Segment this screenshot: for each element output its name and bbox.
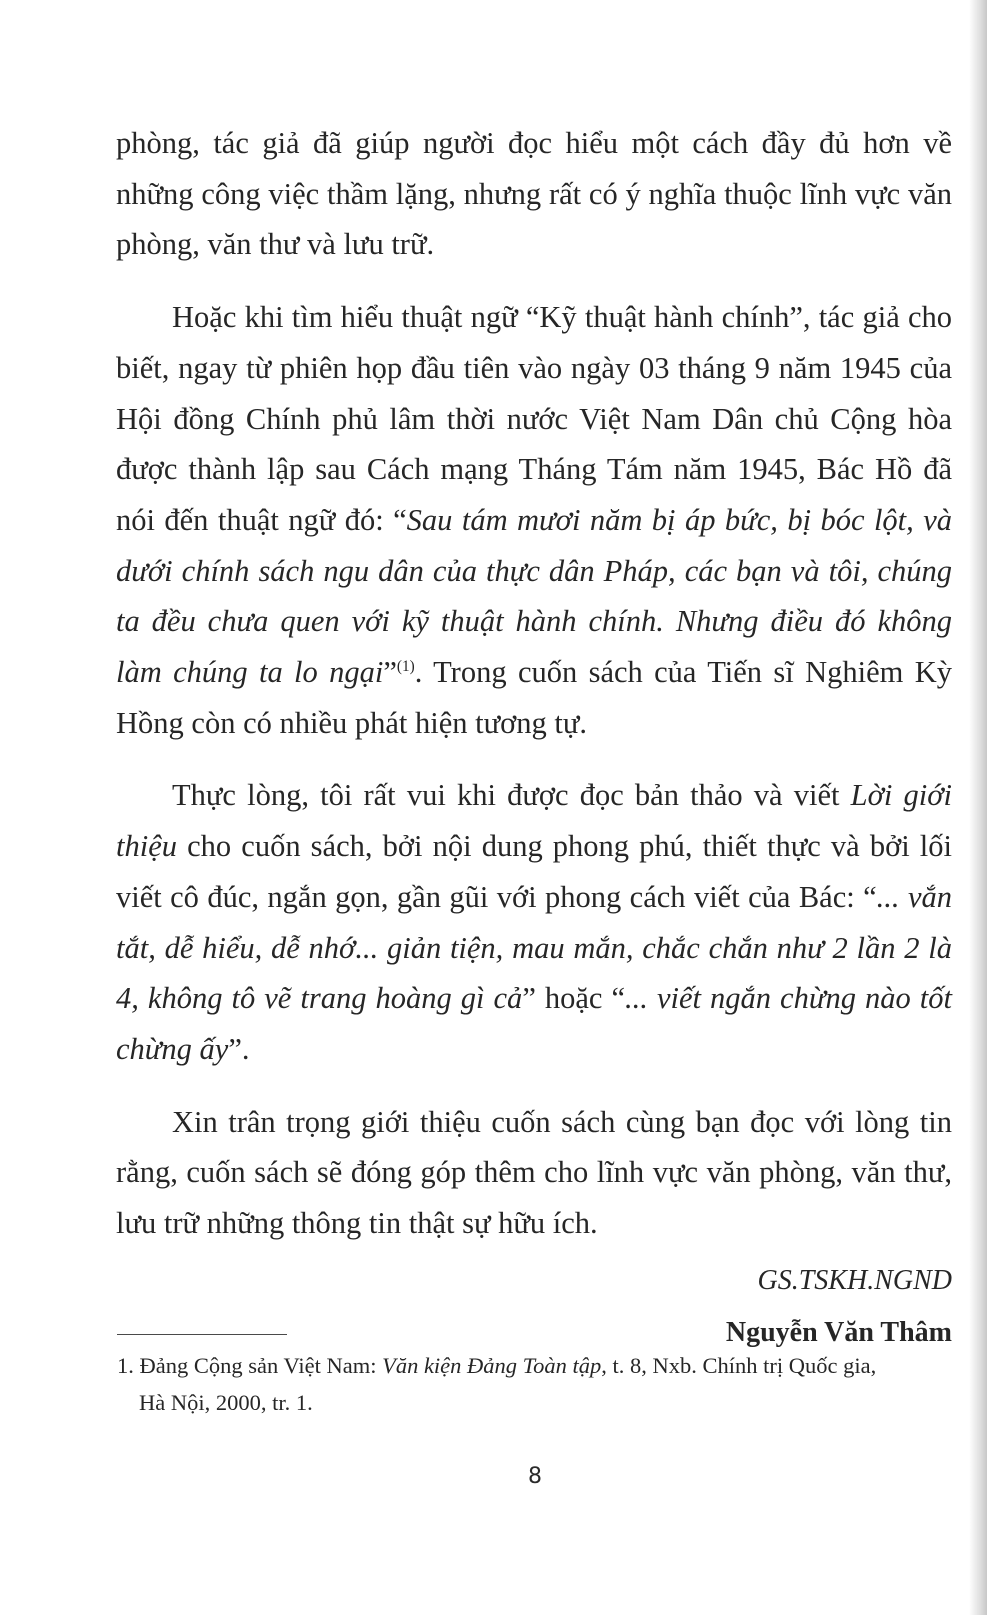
paragraph-3-text-1: Thực lòng, tôi rất vui khi được đọc bản thảo và viết (172, 778, 851, 813)
paragraph-3-text-4: ”. (228, 1031, 250, 1066)
paragraph-2-lead: Hoặc khi tìm hiểu thuật ngữ “Kỹ thuật hành chính”, tác giả cho biết, ngay từ phiên họp đầu tiên vào ngày 03 tháng 9 năm 1945 của Hội đồng Chính phủ lâm thời nước Việt Nam Dân chủ Cộng hòa được thành lập sau Cách mạng Tháng Tám năm 1945, Bác Hồ đã nói đến thuật ngữ đó: “ (116, 300, 952, 537)
paragraph-3 (116, 770, 952, 1074)
signature-name: Nguyễn Văn Thâm (725, 1316, 952, 1348)
signature-block (116, 1255, 952, 1359)
signature-title: GS.TSKH.NGND (757, 1264, 952, 1296)
paragraph-2 (116, 292, 952, 748)
page-edge-shadow (969, 0, 987, 1615)
paragraph-1: phòng, tác giả đã giúp người đọc hiểu một cách đầy đủ hơn về những công việc thầm lặng, nhưng rất có ý nghĩa thuộc lĩnh vực văn phòng, văn thư và lưu trữ. (116, 126, 952, 262)
quote-1: ... vắn tắt, dễ hiểu, dễ nhớ... giản tiện, mau mắn, chắc chắn như 2 lần 2 là 4, không tô vẽ trang hoàng gì cả (116, 879, 952, 1016)
body-text (116, 118, 952, 1359)
footnote-tail: , t. 8, Nxb. Chính trị Quốc gia, (601, 1353, 877, 1378)
quote-2: ... viết ngắn chừng nào tốt chừng ấy (116, 981, 952, 1066)
page-number: 8 (528, 1464, 542, 1489)
paragraph-2-tail: . Trong cuốn sách của Tiến sĩ Nghiêm Kỳ Hồng còn có nhiều phát hiện tương tự. (116, 655, 952, 740)
footnote-book-title: Văn kiện Đảng Toàn tập (382, 1353, 602, 1378)
footnote-mark: (1) (396, 657, 415, 675)
book-section-title: Lời giới thiệu (116, 778, 952, 864)
ho-chi-minh-quote: Sau tám mươi năm bị áp bức, bị bóc lột, và dưới chính sách ngu dân của thực dân Pháp, các bạn và tôi, chúng ta đều chưa quen với kỹ thuật hành chính. Nhưng điều đó không làm chúng ta lo ngại (116, 502, 952, 690)
footnote-line-2: Hà Nội, 2000, tr. 1. (139, 1390, 313, 1415)
footnote-lead: 1. Đảng Cộng sản Việt Nam: (117, 1353, 383, 1378)
footnote-divider (117, 1334, 287, 1335)
footnote-line-1 (117, 1347, 953, 1384)
paragraph-3-text-3: ” hoặc “ (522, 981, 626, 1016)
quote-close-mark: ” (383, 655, 397, 690)
footnote (117, 1347, 953, 1421)
paragraph-3-text-2: cho cuốn sách, bởi nội dung phong phú, thiết thực và bởi lối viết cô đúc, ngắn gọn, gần gũi với phong cách viết của Bác: “ (116, 829, 952, 914)
paragraph-4: Xin trân trọng giới thiệu cuốn sách cùng bạn đọc với lòng tin rằng, cuốn sách sẽ đóng góp thêm cho lĩnh vực văn phòng, văn thư, lưu trữ những thông tin thật sự hữu ích. (116, 1104, 952, 1241)
